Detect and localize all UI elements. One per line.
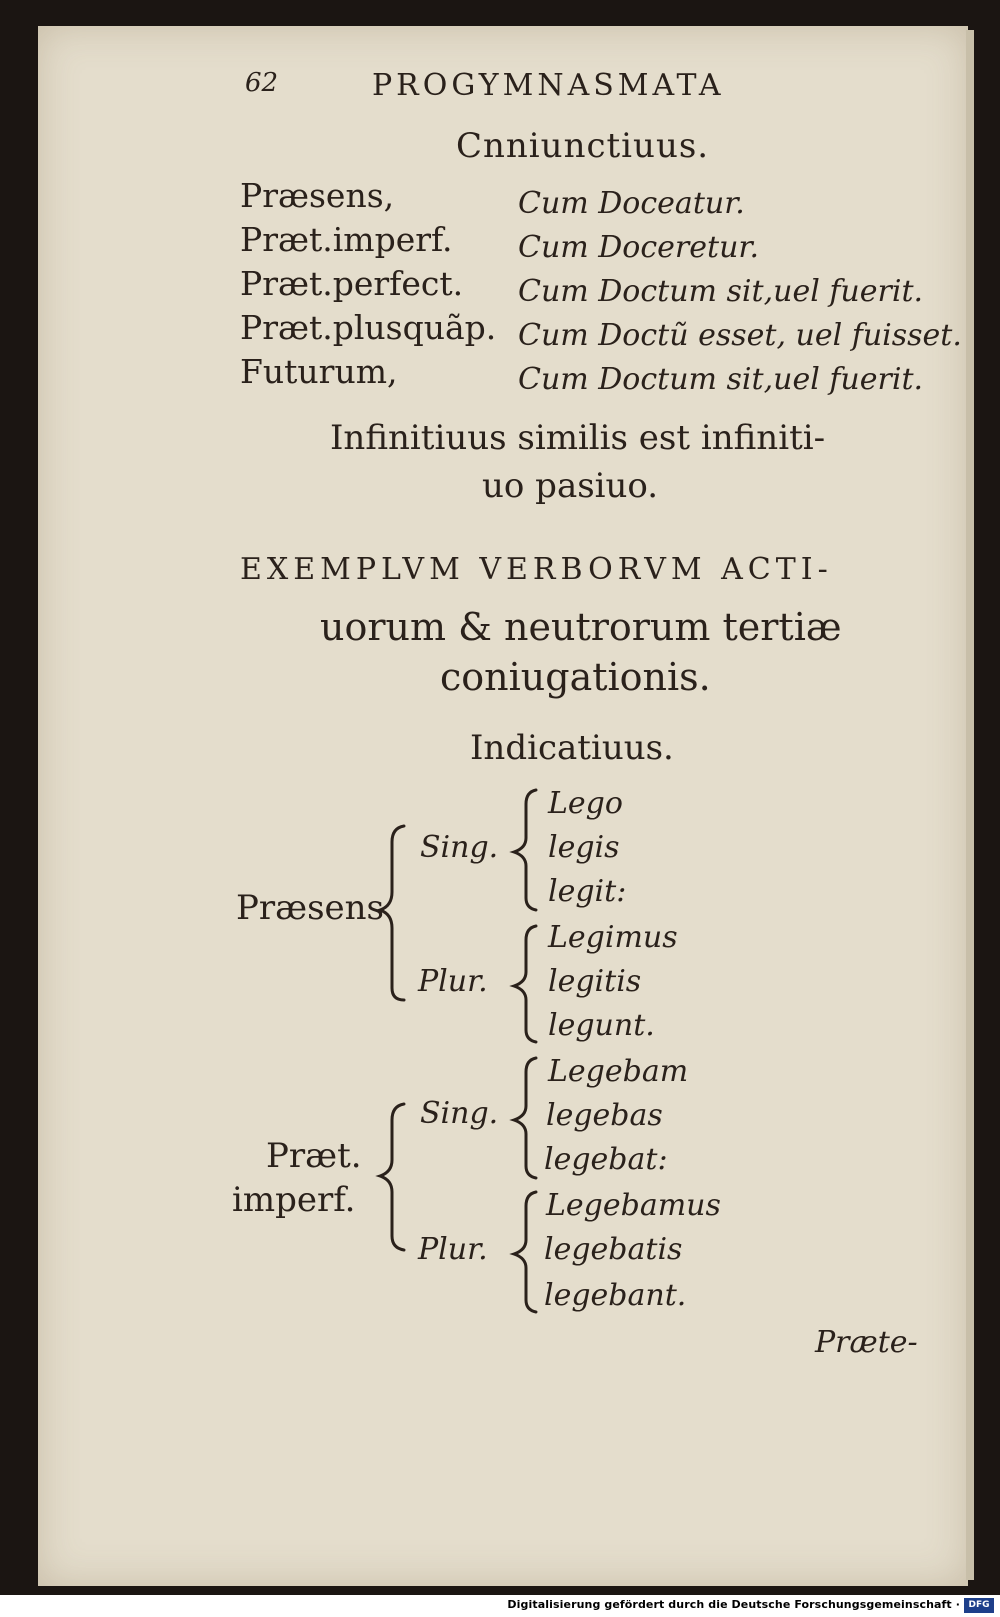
brace-icon xyxy=(514,790,536,910)
verb-form: Legebam xyxy=(548,1054,689,1089)
brace-icon xyxy=(380,826,404,1000)
infinitive-note-line2: uo pasiuo. xyxy=(482,466,659,506)
tense-form: Cum Doctum sit,uel fuerit. xyxy=(518,274,924,309)
tense-label-praesens: Præsens xyxy=(236,888,385,928)
tense-label-imperfect-line2: imperf. xyxy=(232,1180,356,1220)
number-label-singular: Sing. xyxy=(420,1096,499,1131)
catchword: Præte- xyxy=(815,1325,918,1360)
digitization-footer xyxy=(0,1595,1000,1617)
number-label-plural: Plur. xyxy=(418,1232,488,1267)
verb-form: legitis xyxy=(548,964,642,999)
mood-heading-indicative: Indicatiuus. xyxy=(470,728,674,768)
section-title-line3: coniugationis. xyxy=(440,655,711,699)
funding-credit: Digitalisierung gefördert durch die Deutsche Forschungsgemeinschaft · xyxy=(507,1598,960,1611)
tense-label: Præt.imperf. xyxy=(240,220,453,259)
verb-form: legebas xyxy=(546,1098,663,1133)
brace-icon xyxy=(514,1058,536,1178)
tense-label: Præsens, xyxy=(240,176,395,215)
verb-form: Lego xyxy=(548,786,623,821)
running-title: PROGYMNASMATA xyxy=(372,68,725,103)
tense-form: Cum Doctũ esset, uel fuisset. xyxy=(518,318,962,353)
number-label-plural: Plur. xyxy=(418,964,488,999)
verb-form: legebant. xyxy=(544,1278,687,1313)
verb-form: legit: xyxy=(548,874,627,909)
verb-form: legebatis xyxy=(544,1232,683,1267)
tense-label: Præt.perfect. xyxy=(240,264,464,303)
brace-icon xyxy=(380,1104,404,1250)
tense-form: Cum Doceatur. xyxy=(518,186,745,221)
brace-icon xyxy=(514,1192,536,1312)
mood-heading: Cnniunctiuus. xyxy=(456,126,710,166)
verb-form: legis xyxy=(548,830,620,865)
infinitive-note-line1: Infinitiuus similis est infiniti- xyxy=(330,418,826,458)
brace-icon xyxy=(514,926,536,1042)
section-title-line1: EXEMPLVM VERBORVM ACTI- xyxy=(240,552,833,587)
verb-form: Legebamus xyxy=(546,1188,721,1223)
verb-form: legunt. xyxy=(548,1008,655,1043)
tense-form: Cum Doceretur. xyxy=(518,230,759,265)
tense-label: Præt.plusquãp. xyxy=(240,308,497,347)
tense-label-imperfect-line1: Præt. xyxy=(266,1136,362,1176)
page-number: 62 xyxy=(245,68,279,98)
dfg-logo: DFG xyxy=(964,1598,994,1613)
number-label-singular: Sing. xyxy=(420,830,499,865)
tense-form: Cum Doctum sit,uel fuerit. xyxy=(518,362,924,397)
tense-label: Futurum, xyxy=(240,352,398,391)
verb-form: legebat: xyxy=(544,1142,668,1177)
verb-form: Legimus xyxy=(548,920,678,955)
section-title-line2: uorum & neutrorum tertiæ xyxy=(320,605,842,649)
